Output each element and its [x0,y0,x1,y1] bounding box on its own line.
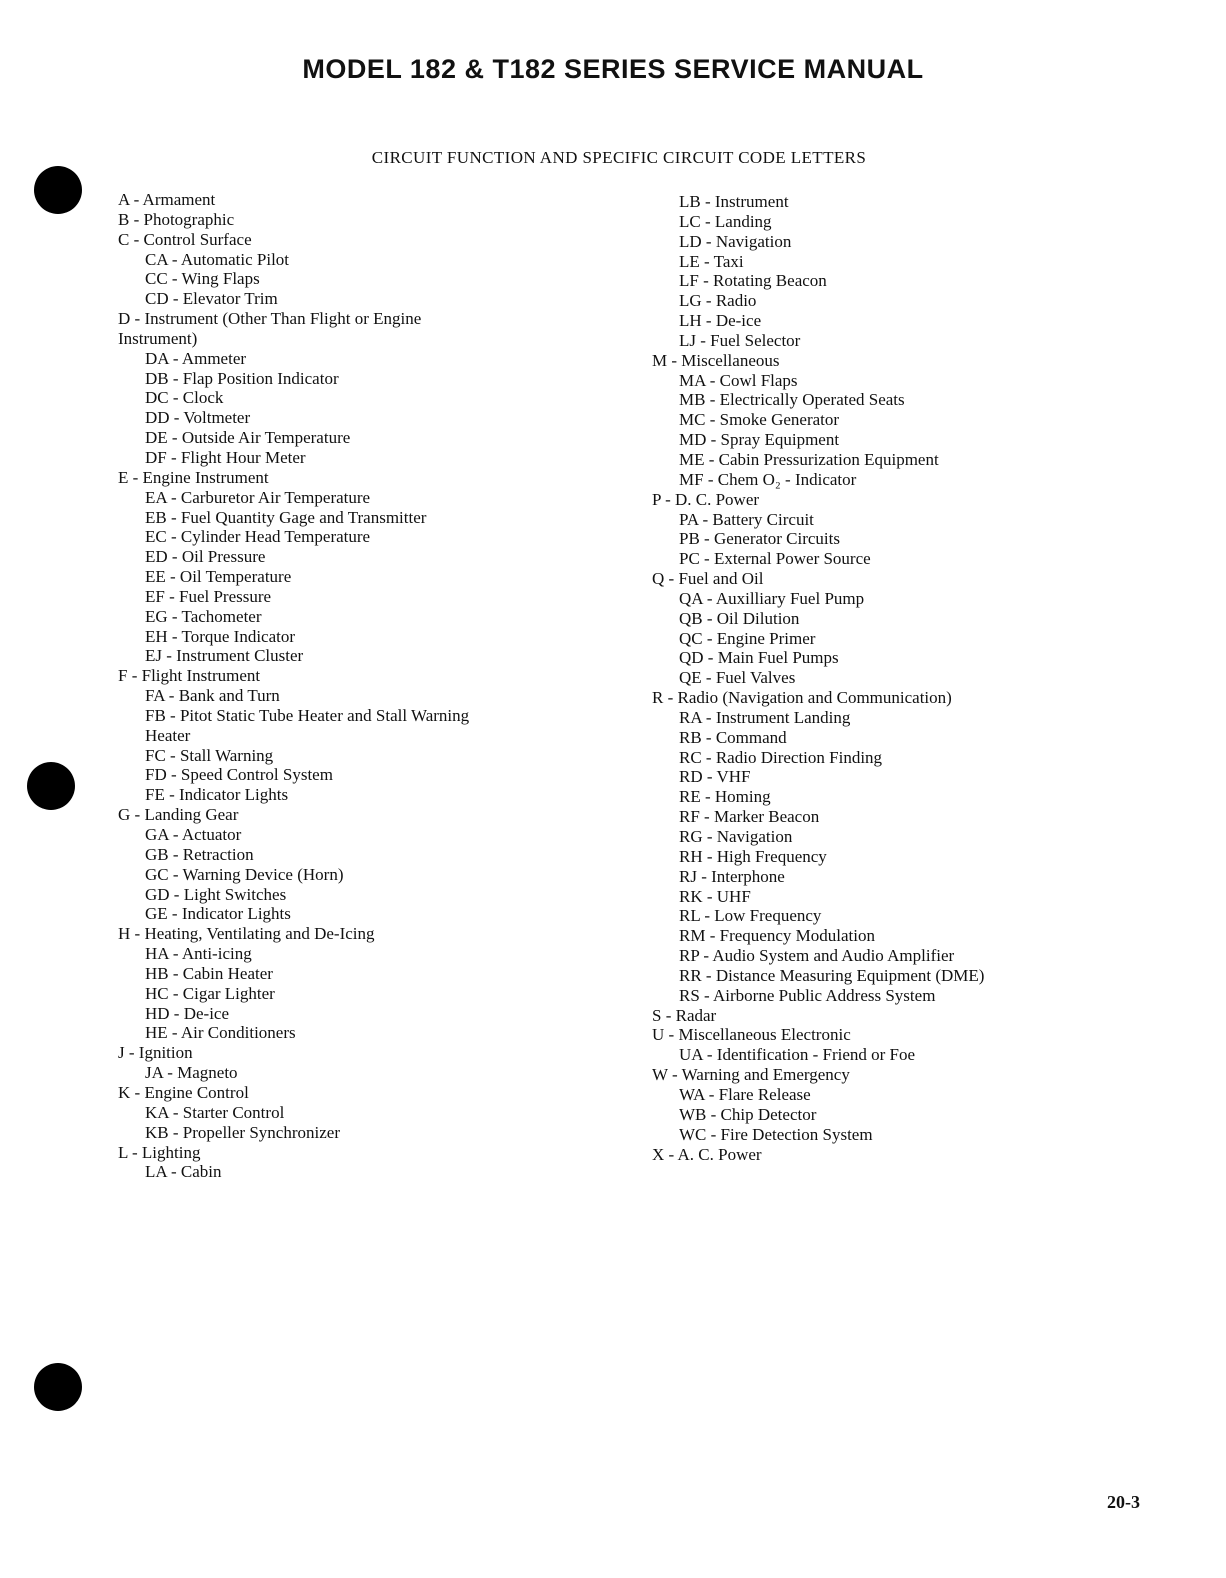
circuit-code-entry: FE - Indicator Lights [145,785,289,805]
circuit-code-entry: RG - Navigation [679,827,793,846]
circuit-function-entry: L - Lighting [118,1142,201,1162]
circuit-code-entry: UA - Identification - Friend or Foe [679,1045,916,1065]
circuit-code-entry: KB - Propeller Synchronizer [145,1122,340,1142]
circuit-code-entry: LE - Taxi [679,251,744,271]
circuit-code-entry: EF - Fuel Pressure [145,586,272,606]
circuit-code-entry: LA - Cabin [145,1162,222,1182]
binder-hole-bottom [34,1363,82,1411]
circuit-code-entry: RD - VHF [679,767,751,787]
circuit-code-entry: EA - Carburetor Air Temperature [145,487,371,507]
circuit-code-entry: HE - Air Conditioners [145,1023,296,1043]
circuit-code-entry: QD - Main Fuel Pumps [679,648,839,668]
circuit-code-entry: LB - Instrument [679,192,789,211]
circuit-code-entry: RR - Distance Measuring Equipment (DME) [679,965,985,985]
circuit-function-entry: A - Armament [118,190,216,209]
circuit-code-entry: RJ - Interphone [679,866,785,886]
circuit-function-entry: E - Engine Instrument [118,467,269,487]
circuit-code-entry: DC - Clock [145,388,224,408]
circuit-function-entry: R - Radio (Navigation and Communication) [652,688,952,708]
circuit-code-entry: GE - Indicator Lights [145,904,291,924]
circuit-code-entry: DB - Flap Position Indicator [145,368,339,388]
circuit-function-entry: W - Warning and Emergency [652,1065,850,1085]
circuit-code-entry: RA - Instrument Landing [679,707,851,727]
circuit-code-entry: CA - Automatic Pilot [145,249,290,269]
circuit-code-entry: FA - Bank and Turn [145,686,280,706]
circuit-code-entry: HD - De-ice [145,1003,230,1023]
circuit-code-entry: RP - Audio System and Audio Amplifier [679,946,955,966]
circuit-code-entry: KA - Starter Control [145,1102,285,1122]
circuit-code-entry: RS - Airborne Public Address System [679,985,936,1005]
code-list-left-column [118,190,469,1182]
circuit-code-entry: MD - Spray Equipment [679,430,840,450]
circuit-function-entry: P - D. C. Power [652,489,760,509]
circuit-function-entry: J - Ignition [118,1043,193,1063]
circuit-function-entry: M - Miscellaneous [652,350,780,370]
binder-hole-top [34,166,82,214]
code-list-right-column [652,192,984,1164]
circuit-function-entry: S - Radar [652,1005,717,1025]
circuit-code-entry: GC - Warning Device (Horn) [145,864,344,884]
binder-hole-middle [27,762,75,810]
circuit-code-entry: EB - Fuel Quantity Gage and Transmitter [145,507,427,527]
circuit-code-entry: LF - Rotating Beacon [679,271,827,291]
circuit-code-entry: RL - Low Frequency [679,906,822,926]
circuit-function-entry: F - Flight Instrument [118,666,261,686]
circuit-code-entry: RH - High Frequency [679,846,827,866]
circuit-code-entry: HC - Cigar Lighter [145,983,275,1003]
circuit-code-entry: DE - Outside Air Temperature [145,428,351,448]
circuit-code-entry: DA - Ammeter [145,348,247,368]
circuit-code-entry: RC - Radio Direction Finding [679,747,883,767]
circuit-code-entry: HB - Cabin Heater [145,963,273,983]
circuit-code-entry: QA - Auxilliary Fuel Pump [679,588,865,608]
circuit-code-entry: LG - Radio [679,291,757,311]
section-title: CIRCUIT FUNCTION AND SPECIFIC CIRCUIT CODE LETTERS [371,148,867,167]
circuit-code-entry: FD - Speed Control System [145,765,333,785]
circuit-code-entry: WB - Chip Detector [679,1104,817,1124]
circuit-code-entry: EG - Tachometer [145,606,262,626]
page-number: 20-3 [1107,1492,1140,1512]
circuit-code-entry: QC - Engine Primer [679,628,816,648]
circuit-code-entry: EJ - Instrument Cluster [145,646,304,666]
page-header-title: MODEL 182 & T182 SERIES SERVICE MANUAL [302,54,924,84]
circuit-code-entry: MA - Cowl Flaps [679,370,798,390]
circuit-code-entry: EE - Oil Temperature [145,567,292,587]
circuit-code-entry: CC - Wing Flaps [145,269,260,289]
circuit-code-entry: QE - Fuel Valves [679,668,796,688]
circuit-function-entry: X - A. C. Power [652,1144,762,1164]
circuit-code-entry: JA - Magneto [145,1063,238,1083]
circuit-code-entry: PA - Battery Circuit [679,509,814,529]
circuit-code-entry: FB - Pitot Static Tube Heater and Stall Warning [145,705,470,725]
circuit-code-entry: GD - Light Switches [145,884,287,904]
circuit-function-entry: Q - Fuel and Oil [652,569,764,589]
circuit-function-entry: G - Landing Gear [118,805,239,825]
circuit-function-entry: H - Heating, Ventilating and De-Icing [118,924,375,944]
circuit-code-entry: WA - Flare Release [679,1084,811,1104]
circuit-code-entry: RK - UHF [679,886,751,906]
circuit-code-entry: ED - Oil Pressure [145,547,266,567]
circuit-code-entry: WC - Fire Detection System [679,1124,873,1144]
circuit-code-entry: RF - Marker Beacon [679,807,820,827]
circuit-code-entry: GA - Actuator [145,825,242,844]
circuit-code-entry: MF - Chem O₂ - Indicator [679,469,857,489]
circuit-function-entry: C - Control Surface [118,229,252,249]
circuit-code-entry: MC - Smoke Generator [679,410,840,430]
circuit-code-entry: LH - De-ice [679,311,762,331]
circuit-code-entry: LD - Navigation [679,231,792,251]
circuit-code-entry: QB - Oil Dilution [679,608,800,628]
circuit-function-entry: K - Engine Control [118,1082,249,1102]
circuit-code-entry: ME - Cabin Pressurization Equipment [679,449,939,469]
circuit-code-entry: RE - Homing [679,787,771,807]
circuit-code-entry: PB - Generator Circuits [679,529,840,549]
circuit-code-entry: LJ - Fuel Selector [679,330,801,350]
circuit-code-entry: LC - Landing [679,211,772,231]
circuit-function-entry: D - Instrument (Other Than Flight or Engine [118,309,422,329]
circuit-code-entry: Heater [145,725,191,745]
circuit-code-entry: CD - Elevator Trim [145,289,278,309]
circuit-code-entry: EC - Cylinder Head Temperature [145,527,371,547]
circuit-code-entry: DF - Flight Hour Meter [145,447,306,467]
circuit-code-entry: MB - Electrically Operated Seats [679,390,905,410]
circuit-code-entry: RB - Command [679,727,787,747]
circuit-code-entry: GB - Retraction [145,844,254,864]
circuit-function-entry: Instrument) [118,328,198,348]
circuit-code-entry: RM - Frequency Modulation [679,926,875,946]
circuit-code-entry: FC - Stall Warning [145,745,274,765]
circuit-code-entry: DD - Voltmeter [145,408,251,428]
circuit-function-entry: U - Miscellaneous Electronic [652,1025,851,1045]
circuit-code-entry: PC - External Power Source [679,549,871,569]
circuit-function-entry: B - Photographic [118,209,235,229]
circuit-code-entry: HA - Anti-icing [145,944,252,964]
circuit-code-entry: EH - Torque Indicator [145,626,296,646]
